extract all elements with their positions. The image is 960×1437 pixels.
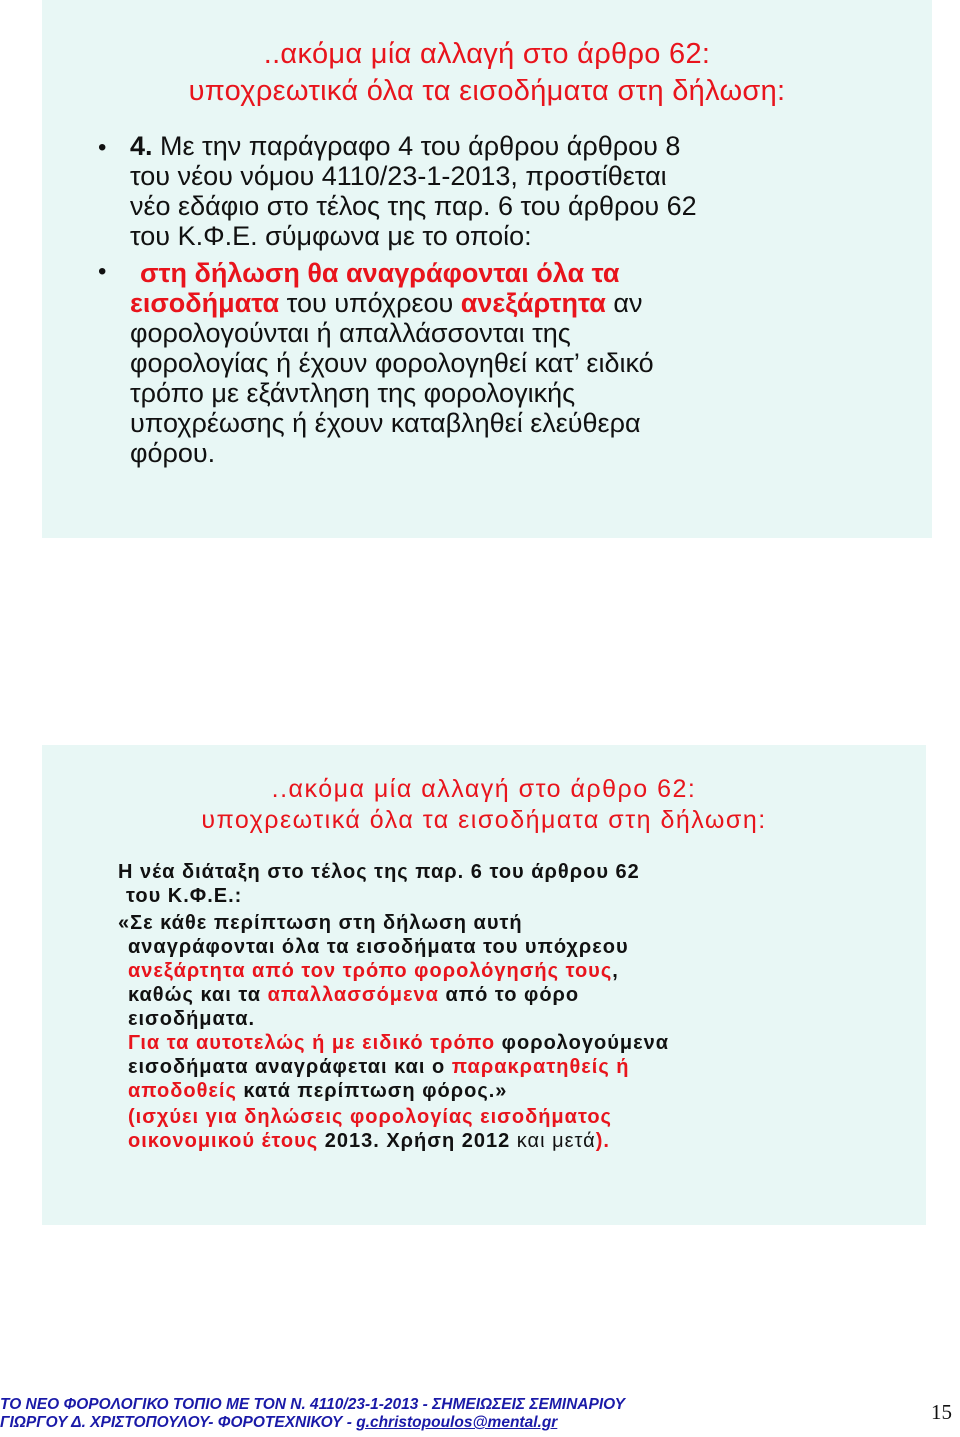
slide-2-title-line-2: υποχρεωτικά όλα τα εισοδήματα στη δήλωση: xyxy=(201,806,767,834)
bullet-dot: • xyxy=(98,134,107,161)
highlight-text: ). xyxy=(595,1130,610,1152)
slide-1-title-line-1: ..ακόμα μία αλλαγή στο άρθρο 62: xyxy=(263,38,711,70)
slide-2-paragraph-1 xyxy=(118,860,640,908)
text-line: εισοδήματα. xyxy=(128,1008,256,1030)
text-line: κατά περίπτωση φόρος.» xyxy=(236,1080,508,1102)
text-line: φορολογίας ή έχουν φορολογηθεί κατ’ ειδικό xyxy=(130,348,654,378)
text-line: τρόπο με εξάντληση της φορολογικής xyxy=(130,378,576,408)
highlight-text: (ισχύει για δηλώσεις φορολογίας εισοδήματος xyxy=(128,1106,612,1128)
text-line: του υπόχρεου xyxy=(279,288,461,318)
text-line: φορολογούνται ή απαλλάσσονται της xyxy=(130,318,571,348)
slide-2-title xyxy=(42,774,926,836)
slide-1-title xyxy=(42,36,932,110)
highlight-text: παρακρατηθείς ή xyxy=(451,1056,630,1078)
highlight-text: ανεξάρτητα από τον τρόπο φορολόγησής τους xyxy=(128,960,613,982)
highlight-text: ανεξάρτητα xyxy=(460,288,606,318)
highlight-text: οικονομικού έτους xyxy=(128,1130,319,1152)
text-line: αν xyxy=(605,288,643,318)
footer-email-link[interactable]: g.christopoulos@mental.gr xyxy=(356,1414,558,1431)
text-line: του νέου νόμου 4110/23-1-2013, προστίθεται xyxy=(130,161,667,191)
text-line: υποχρέωσης ή έχουν καταβληθεί ελεύθερα xyxy=(130,408,641,438)
text-line: φορολογούμενα xyxy=(495,1032,670,1054)
text-line: Με την παράγραφο 4 του άρθρου άρθρου 8 xyxy=(152,131,681,161)
text-line: αναγράφονται όλα τα εισοδήματα του υπόχρεου xyxy=(128,936,629,958)
page-number: 15 xyxy=(931,1400,952,1424)
text-line: και μετά xyxy=(516,1130,596,1152)
slide-2-paragraph-3 xyxy=(128,1031,669,1103)
highlight-text: Για τα αυτοτελώς ή με ειδικό τρόπο xyxy=(128,1032,496,1054)
slide-1-bullet-2 xyxy=(130,258,654,468)
bullet-dot: • xyxy=(98,258,107,285)
highlight-text: στη δήλωση θα αναγράφονται όλα τα xyxy=(140,258,620,288)
footer xyxy=(0,1396,625,1432)
text-line: φόρου. xyxy=(130,438,216,468)
text-line: νέο εδάφιο στο τέλος της παρ. 6 του άρθρου 62 xyxy=(130,191,697,221)
text-line: καθώς και τα xyxy=(128,984,268,1006)
highlight-text: αποδοθείς xyxy=(128,1080,237,1102)
text-line: , xyxy=(612,960,619,982)
slide-1-title-line-2: υποχρεωτικά όλα τα εισοδήματα στη δήλωση: xyxy=(188,75,786,107)
text-line: του Κ.Φ.Ε. σύμφωνα με το οποίο: xyxy=(130,221,532,251)
text-line: εισοδήματα αναγράφεται και ο xyxy=(128,1056,452,1078)
text-line: 2013. Χρήση 2012 xyxy=(318,1130,517,1152)
slide-2-paragraph-2 xyxy=(118,911,629,1031)
slide-1-bullet-1 xyxy=(130,131,697,251)
highlight-text: εισοδήματα xyxy=(130,288,280,318)
footer-author: ΓΙΩΡΓΟΥ Δ. ΧΡΙΣΤΟΠΟΥΛΟΥ- ΦΟΡΟΤΕΧΝΙΚΟΥ - xyxy=(0,1414,357,1431)
text-line: «Σε κάθε περίπτωση στη δήλωση αυτή xyxy=(118,912,523,934)
text-line: Η νέα διάταξη στο τέλος της παρ. 6 του άρθρου 62 xyxy=(118,861,640,883)
text-line: από το φόρο xyxy=(438,984,580,1006)
text-line: του Κ.Φ.Ε.: xyxy=(126,885,243,907)
highlight-text: απαλλασσόμενα xyxy=(267,984,439,1006)
bullet-number: 4. xyxy=(130,131,153,161)
slide-2-title-line-1: ..ακόμα μία αλλαγή στο άρθρο 62: xyxy=(271,775,697,803)
footer-line-1: ΤΟ ΝΕΟ ΦΟΡΟΛΟΓΙΚΟ ΤΟΠΙΟ ΜΕ ΤΟΝ Ν. 4110/23-1-2013 - ΣΗΜΕΙΩΣΕΙΣ ΣΕΜΙΝΑΡΙΟΥ xyxy=(0,1396,625,1413)
slide-2-paragraph-4 xyxy=(128,1105,612,1153)
